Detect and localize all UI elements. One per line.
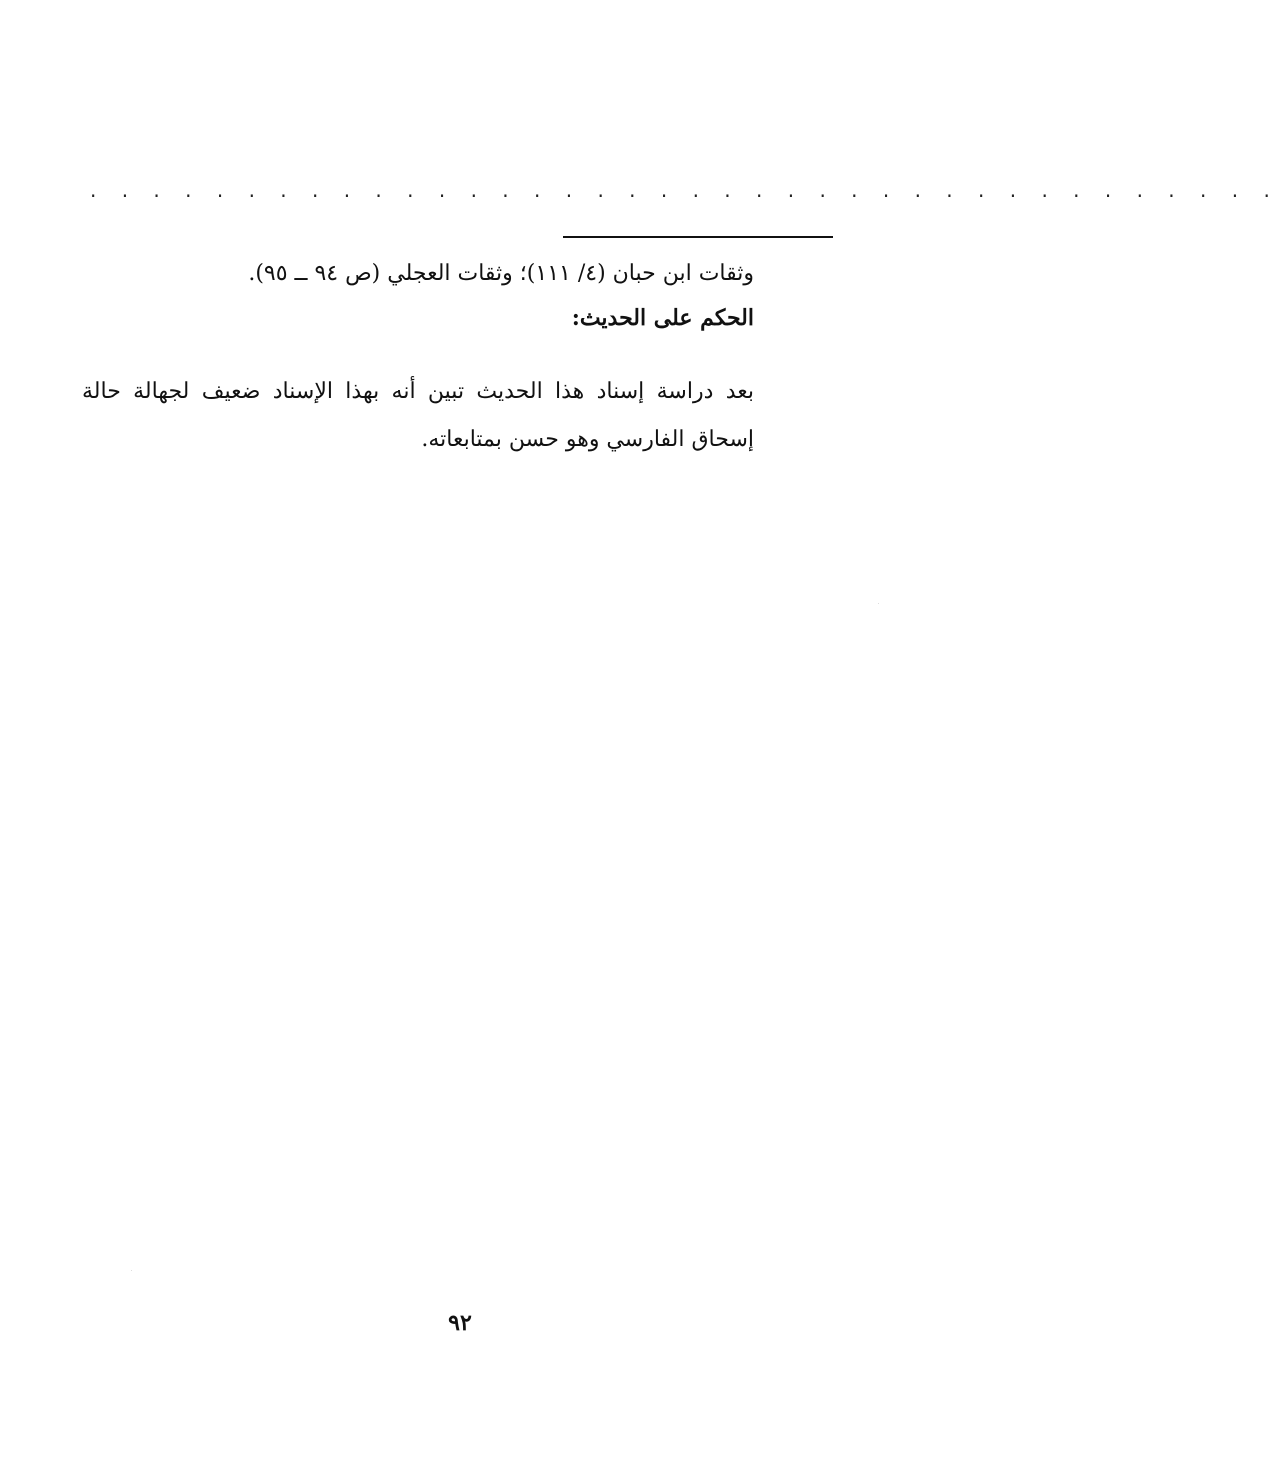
scan-speck bbox=[131, 1270, 132, 1271]
footnote-text-block bbox=[82, 258, 754, 486]
footnote-reference-line: وثقات ابن حبان (٤/ ١١١)؛ وثقات العجلي (ص ٩٤ ــ ٩٥). bbox=[248, 261, 754, 286]
page-number: ٩٢ bbox=[448, 1310, 472, 1336]
dotted-separator: . . . . . . . . . . . . . . . . . . . . . . . . . . . . . . . . . . . . . . bbox=[90, 178, 1279, 202]
footnote-rule bbox=[563, 236, 833, 238]
section-heading: الحكم على الحديث: bbox=[571, 305, 754, 331]
body-paragraph: بعد دراسة إسناد هذا الحديث تبين أنه بهذا الإسناد ضعيف لجهالة حالة إسحاق الفارسي وهو حسن بمتابعاته. bbox=[82, 379, 754, 452]
scan-speck bbox=[878, 603, 879, 604]
